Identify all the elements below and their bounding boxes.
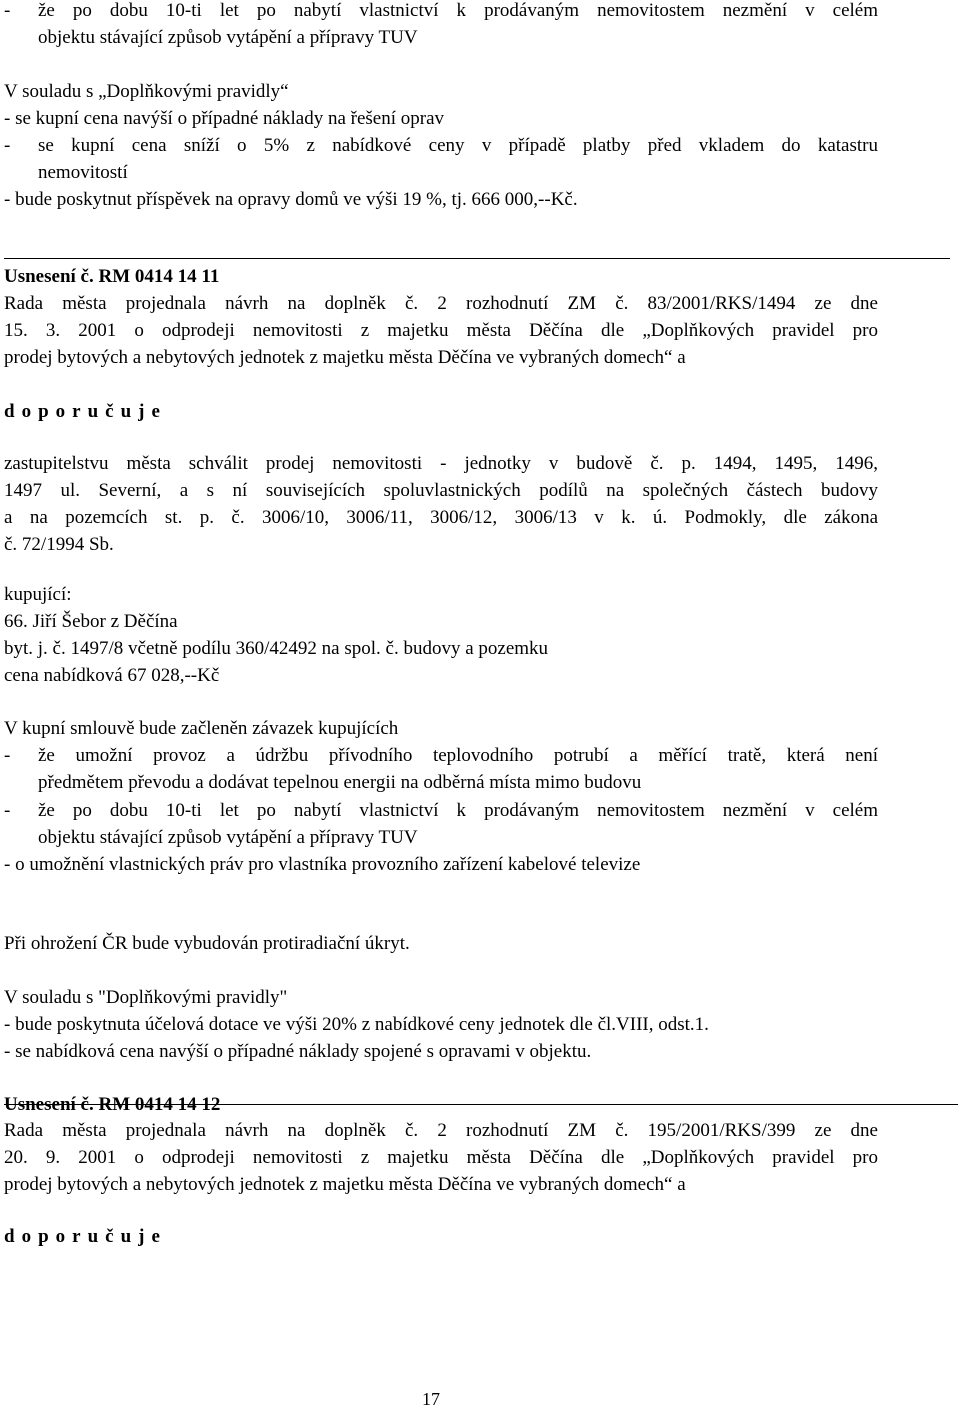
bullet-dash: -	[4, 745, 11, 766]
text-line: se kupní cena sníží o 5% z nabídkové ceny v případě platby před vkladem do katastru	[38, 135, 878, 156]
text-line: č. 72/1994 Sb.	[4, 534, 114, 555]
text-line: V kupní smlouvě bude začleněn závazek kupujících	[4, 718, 399, 739]
text-line: Rada města projednala návrh na doplněk č. 2 rozhodnutí ZM č. 83/2001/RKS/1494 ze dne	[4, 293, 878, 314]
text-line: objektu stávající způsob vytápění a přípravy TUV	[38, 27, 418, 48]
buyer-name: 66. Jiří Šebor z Děčína	[4, 611, 178, 632]
text-line: Při ohrožení ČR bude vybudován protiradiační úkryt.	[4, 933, 410, 954]
text-line: že po dobu 10-ti let po nabytí vlastnictví k prodávaným nemovitostem nezmění v celém	[38, 800, 878, 821]
bullet-dash: -	[4, 135, 11, 156]
text-line: že po dobu 10-ti let po nabytí vlastnictví k prodávaným nemovitostem nezmění v celém	[38, 0, 878, 21]
recommend-label: doporučuje	[4, 1226, 167, 1247]
text-line: - o umožnění vlastnických práv pro vlastníka provozního zařízení kabelové televize	[4, 854, 641, 875]
text-line: Rada města projednala návrh na doplněk č. 2 rozhodnutí ZM č. 195/2001/RKS/399 ze dne	[4, 1120, 878, 1141]
resolution-heading: Usnesení č. RM 0414 14 11	[4, 266, 220, 287]
price-line: cena nabídková 67 028,--Kč	[4, 665, 220, 686]
page-number: 17	[422, 1389, 440, 1409]
resolution-heading: Usnesení č. RM 0414 14 12	[4, 1094, 221, 1115]
text-line: nemovitostí	[38, 162, 128, 183]
text-line: 1497 ul. Severní, a s ní souvisejících spoluvlastnických podílů na společných částech budovy	[4, 480, 878, 501]
text-line: - se kupní cena navýší o případné náklady na řešení oprav	[4, 108, 445, 129]
text-line: 20. 9. 2001 o odprodeji nemovitosti z majetku města Děčína dle „Doplňkových pravidel pro	[4, 1147, 878, 1168]
recommend-label: doporučuje	[4, 401, 167, 422]
text-line: prodej bytových a nebytových jednotek z majetku města Děčína ve vybraných domech“ a	[4, 1174, 686, 1195]
text-line: - bude poskytnut příspěvek na opravy domů ve výši 19 %, tj. 666 000,--Kč.	[4, 189, 578, 210]
buyer-label: kupující:	[4, 584, 72, 605]
bullet-dash: -	[4, 800, 11, 821]
text-line: předmětem převodu a dodávat tepelnou energii na odběrná místa mimo budovu	[38, 772, 642, 793]
text-line: že umožní provoz a údržbu přívodního teplovodního potrubí a měřící tratě, která není	[38, 745, 878, 766]
section-divider	[4, 258, 950, 259]
text-line: a na pozemcích st. p. č. 3006/10, 3006/11, 3006/12, 3006/13 v k. ú. Podmokly, dle zákona	[4, 507, 878, 528]
text-line: - se nabídková cena navýší o případné náklady spojené s opravami v objektu.	[4, 1041, 592, 1062]
section-divider	[4, 1104, 958, 1105]
text-line: zastupitelstvu města schválit prodej nemovitosti - jednotky v budově č. p. 1494, 1495, 1496,	[4, 453, 878, 474]
unit-line: byt. j. č. 1497/8 včetně podílu 360/42492 na spol. č. budovy a pozemku	[4, 638, 549, 659]
bullet-dash: -	[4, 0, 11, 21]
text-line: 15. 3. 2001 o odprodeji nemovitosti z majetku města Děčína dle „Doplňkových pravidel pro	[4, 320, 878, 341]
text-line: V souladu s „Doplňkovými pravidly“	[4, 81, 289, 102]
text-line: objektu stávající způsob vytápění a přípravy TUV	[38, 827, 418, 848]
text-line: - bude poskytnuta účelová dotace ve výši 20% z nabídkové ceny jednotek dle čl.VIII, odst.1.	[4, 1014, 709, 1035]
text-line: prodej bytových a nebytových jednotek z majetku města Děčína ve vybraných domech“ a	[4, 347, 686, 368]
text-line: V souladu s "Doplňkovými pravidly"	[4, 987, 288, 1008]
